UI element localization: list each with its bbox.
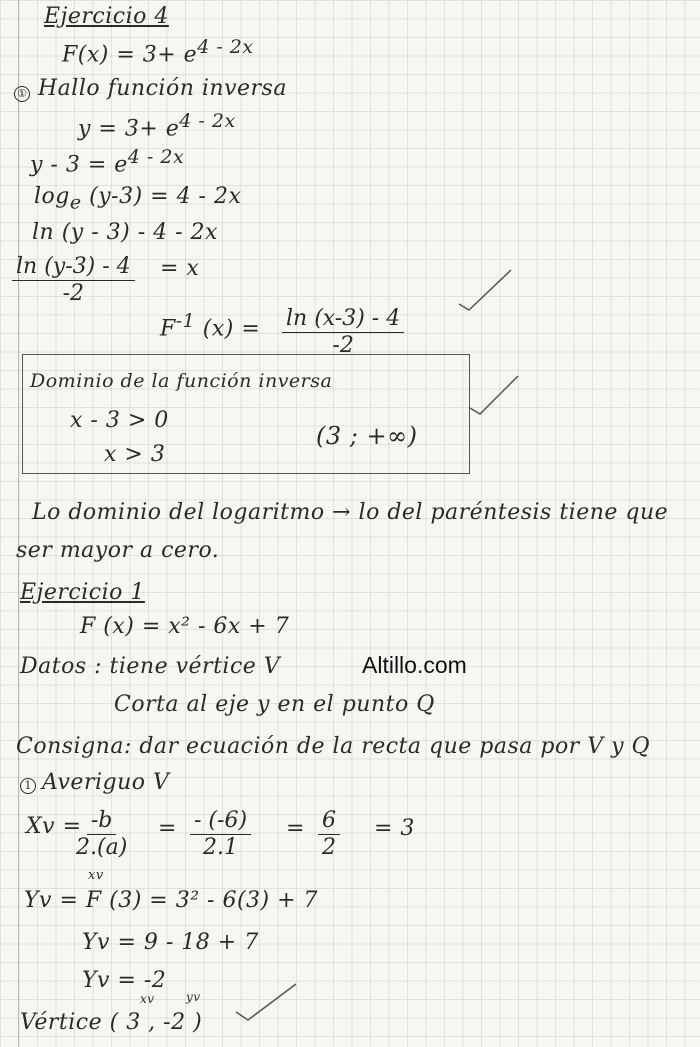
inverse-function-arg: (x) = bbox=[202, 316, 261, 342]
note-line-2: ser mayor a cero. bbox=[16, 538, 220, 563]
check-mark-icon bbox=[455, 264, 515, 314]
xv-equals-1: = bbox=[158, 816, 177, 841]
xv-fraction-3 bbox=[318, 808, 340, 861]
exercise-4-title: Ejercicio 4 bbox=[44, 4, 169, 29]
domain-box-title: Dominio de la función inversa bbox=[30, 370, 333, 392]
step-number-badge: ① bbox=[14, 86, 30, 102]
ej4-line5-denominator: -2 bbox=[62, 281, 85, 306]
ej1-step1-heading: Averiguo V bbox=[42, 770, 170, 795]
inverse-function-exp: -1 bbox=[175, 310, 196, 332]
inverse-function-denominator: -2 bbox=[332, 333, 354, 358]
xv-fraction-2-denominator: 2.1 bbox=[203, 835, 239, 860]
ej1-function: F (x) = x² - 6x + 7 bbox=[80, 614, 290, 639]
inverse-function-name: F bbox=[160, 316, 176, 342]
notebook-margin-line bbox=[18, 0, 19, 1047]
domain-inequality-2: x > 3 bbox=[104, 442, 166, 467]
xv-fraction-3-numerator: 6 bbox=[318, 808, 340, 835]
ej4-line4: ln (y - 3) - 4 - 2x bbox=[32, 220, 218, 245]
step-number-badge: 1 bbox=[20, 778, 36, 794]
ej4-line1-base: y = 3+ e bbox=[78, 116, 180, 142]
xv-fraction-2 bbox=[190, 808, 251, 861]
vertex-superscript-y: yv bbox=[186, 990, 201, 1004]
ej4-line2-base: y - 3 = e bbox=[30, 152, 128, 178]
xv-equals-2: = bbox=[286, 816, 305, 841]
yv-line-1: Yv = F (3) = 3² - 6(3) + 7 bbox=[24, 888, 319, 913]
note-line-1: Lo dominio del logaritmo → lo del paréntesis tiene que bbox=[32, 500, 669, 525]
ej4-line1-exp: 4 - 2x bbox=[179, 110, 236, 132]
ej4-line3-rest: (y-3) = 4 - 2x bbox=[89, 184, 242, 209]
xv-lhs: Xv = bbox=[26, 814, 82, 839]
ej4-line2-exp: 4 - 2x bbox=[127, 146, 185, 168]
exercise-1-title: Ejercicio 1 bbox=[20, 580, 145, 605]
inverse-function-numerator: ln (x-3) - 4 bbox=[282, 306, 404, 333]
ej4-line5-rest: = x bbox=[160, 256, 200, 281]
inverse-function-lhs bbox=[160, 310, 260, 341]
xv-fraction-1-denominator: 2.(a) bbox=[76, 835, 128, 860]
vertex-result: Vértice ( 3 , -2 ) bbox=[20, 1010, 203, 1035]
watermark-text: Altillo.com bbox=[362, 652, 467, 678]
ej1-datos: Datos : tiene vértice V bbox=[20, 654, 281, 679]
domain-interval: (3 ; +∞) bbox=[316, 422, 418, 450]
yv-line-3: Yv = -2 bbox=[82, 968, 167, 993]
ej4-line5-fraction bbox=[12, 254, 135, 307]
ej4-function-exp: 4 - 2x bbox=[197, 36, 254, 58]
ej4-line3-base: e bbox=[69, 191, 82, 214]
ej4-line1 bbox=[78, 110, 236, 141]
vertex-superscript-x: xv bbox=[140, 992, 155, 1006]
xv-fraction-1 bbox=[76, 808, 127, 861]
ej1-consigna: Consigna: dar ecuación de la recta que pasa por V y Q bbox=[16, 734, 651, 759]
ej4-line3-log: log bbox=[34, 184, 70, 209]
ej4-step1-heading: Hallo función inversa bbox=[38, 76, 287, 101]
ej4-line3 bbox=[34, 184, 241, 213]
xv-result: = 3 bbox=[374, 816, 415, 841]
ej4-line2 bbox=[30, 146, 184, 177]
ej1-corta: Corta al eje y en el punto Q bbox=[114, 692, 435, 717]
yv-superscript: xv bbox=[88, 868, 104, 883]
inverse-function-fraction bbox=[282, 306, 404, 359]
check-mark-icon bbox=[232, 980, 302, 1030]
domain-inequality-1: x - 3 > 0 bbox=[70, 408, 169, 433]
xv-fraction-3-denominator: 2 bbox=[322, 835, 336, 860]
ej4-function bbox=[62, 36, 254, 67]
xv-fraction-2-numerator: - (-6) bbox=[190, 808, 251, 835]
xv-fraction-1-numerator: -b bbox=[87, 808, 117, 835]
ej4-function-base: F(x) = 3+ e bbox=[62, 42, 198, 68]
yv-line-2: Yv = 9 - 18 + 7 bbox=[82, 930, 259, 955]
ej4-line5-numerator: ln (y-3) - 4 bbox=[12, 254, 135, 281]
check-mark-icon bbox=[466, 372, 522, 418]
